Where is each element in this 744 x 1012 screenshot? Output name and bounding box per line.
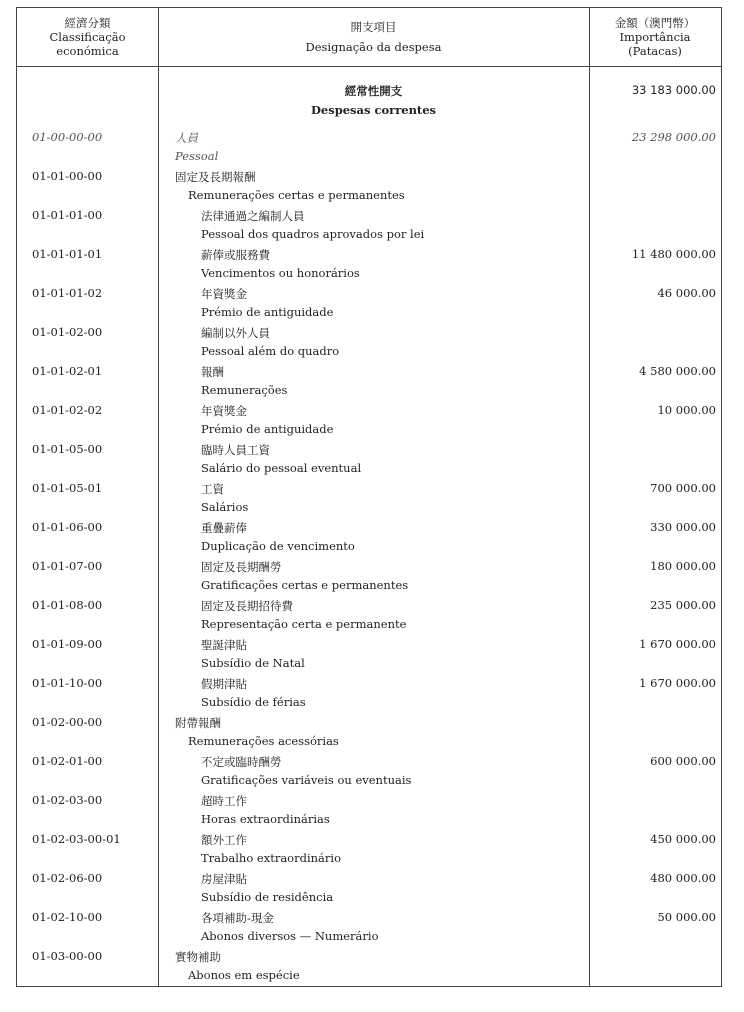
row-designation-zh: 超時工作 (201, 793, 247, 808)
row-designation-pt: Salário do pessoal eventual (201, 461, 362, 475)
row-amount: 450 000.00 (650, 831, 716, 846)
row-code: 01-01-02-01 (32, 363, 103, 378)
table-row (17, 323, 721, 343)
row-designation-zh: 聖誕津貼 (201, 637, 247, 652)
row-designation-pt: Remunerações acessórias (188, 734, 339, 748)
table-row-pt (17, 615, 721, 635)
row-amount: 50 000.00 (657, 909, 716, 924)
row-designation-pt: Subsídio de residência (201, 890, 334, 904)
row-code: 01-02-00-00 (32, 714, 103, 729)
row-code: 01-00-00-00 (32, 129, 103, 144)
table-row-pt (17, 303, 721, 323)
row-designation-zh: 工資 (201, 481, 224, 496)
row-code: 01-01-05-01 (32, 480, 103, 495)
row-designation-zh: 法律通過之編制人員 (201, 208, 305, 223)
row-amount: 1 670 000.00 (639, 675, 716, 690)
row-designation-zh: 實物補助 (175, 949, 221, 964)
row-designation-zh: 臨時人員工資 (201, 442, 270, 457)
table-row (17, 830, 721, 850)
row-designation-zh: 重疊薪俸 (201, 520, 247, 535)
table-row (17, 713, 721, 733)
header-amount-zh: 金額（澳門幣） (614, 16, 696, 30)
table-row-pt (17, 810, 721, 830)
row-code: 01-01-09-00 (32, 636, 103, 651)
row-amount: 600 000.00 (650, 753, 716, 768)
row-designation-zh: 房屋津貼 (201, 871, 247, 886)
row-designation-pt: Pessoal (175, 149, 219, 163)
row-amount: 235 000.00 (650, 597, 716, 612)
row-designation-zh: 假期津貼 (201, 676, 247, 691)
header-classification-zh: 經濟分類 (64, 16, 111, 30)
row-code: 01-01-02-02 (32, 402, 103, 417)
row-designation-pt: Abonos diversos — Numerário (201, 929, 379, 943)
table-row (17, 401, 721, 421)
table-row-pt (17, 732, 721, 752)
row-designation-pt: Remunerações (201, 383, 288, 397)
row-designation-zh: 固定及長期報酬 (175, 169, 256, 184)
table-row-pt (17, 537, 721, 557)
row-designation-zh: 固定及長期酬勞 (201, 559, 282, 574)
row-code: 01-03-00-00 (32, 948, 103, 963)
table-row-pt (17, 576, 721, 596)
row-designation-pt: Salários (201, 500, 249, 514)
table-row (17, 596, 721, 616)
header-classification-pt1: Classificação (49, 30, 126, 44)
table-row-pt (17, 771, 721, 791)
row-designation-pt: Prémio de antiguidade (201, 422, 334, 436)
row-designation-zh: 年資獎金 (201, 286, 247, 301)
row-code: 01-01-05-00 (32, 441, 103, 456)
row-designation-pt: Pessoal dos quadros aprovados por lei (201, 227, 425, 241)
header-divider (17, 66, 721, 67)
row-designation-zh: 薪俸或服務費 (201, 247, 270, 262)
row-designation-pt: Abonos em espécie (188, 968, 300, 982)
table-row (17, 791, 721, 811)
row-code: 01-01-06-00 (32, 519, 103, 534)
row-code: 01-01-00-00 (32, 168, 103, 183)
total-row (17, 81, 721, 101)
row-amount: 4 580 000.00 (639, 363, 716, 378)
table-row-pt (17, 654, 721, 674)
row-code: 01-01-01-00 (32, 207, 103, 222)
header-designation (158, 8, 589, 66)
budget-table (16, 7, 722, 987)
table-row (17, 557, 721, 577)
total-label-zh: 經常性開支 (344, 84, 403, 98)
table-row (17, 518, 721, 538)
row-designation-pt: Gratificações variáveis ou eventuais (201, 773, 412, 787)
row-designation-pt: Pessoal além do quadro (201, 344, 340, 358)
header-classification (17, 8, 158, 66)
table-row (17, 752, 721, 772)
row-code: 01-02-03-00-01 (32, 831, 121, 846)
row-amount: 700 000.00 (650, 480, 716, 495)
row-amount: 10 000.00 (657, 402, 716, 417)
row-amount: 46 000.00 (657, 285, 716, 300)
row-amount: 23 298 000.00 (631, 129, 716, 144)
table-row-pt (17, 927, 721, 947)
row-designation-pt: Vencimentos ou honorários (201, 266, 360, 280)
table-row (17, 167, 721, 187)
row-code: 01-01-07-00 (32, 558, 103, 573)
row-designation-pt: Remunerações certas e permanentes (188, 188, 405, 202)
table-row-pt (17, 225, 721, 245)
row-code: 01-02-03-00 (32, 792, 103, 807)
row-designation-zh: 人員 (175, 130, 198, 145)
total-amount: 33 183 000.00 (631, 83, 716, 97)
row-designation-zh: 年資獎金 (201, 403, 247, 418)
row-designation-pt: Prémio de antiguidade (201, 305, 334, 319)
row-designation-zh: 編制以外人員 (201, 325, 270, 340)
table-row (17, 206, 721, 226)
table-row (17, 440, 721, 460)
row-code: 01-01-10-00 (32, 675, 103, 690)
table-row (17, 635, 721, 655)
row-designation-zh: 附帶報酬 (175, 715, 221, 730)
row-designation-zh: 額外工作 (201, 832, 247, 847)
row-code: 01-01-01-01 (32, 246, 103, 261)
row-designation-pt: Subsídio de férias (201, 695, 306, 709)
table-row-pt (17, 264, 721, 284)
row-amount: 11 480 000.00 (631, 246, 716, 261)
table-row-pt (17, 381, 721, 401)
row-amount: 330 000.00 (650, 519, 716, 534)
table-row (17, 947, 721, 967)
table-row (17, 869, 721, 889)
table-row-pt (17, 420, 721, 440)
table-row (17, 908, 721, 928)
table-row-pt (17, 186, 721, 206)
row-code: 01-02-10-00 (32, 909, 103, 924)
table-row-pt (17, 459, 721, 479)
row-designation-zh: 報酬 (201, 364, 224, 379)
header-amount (589, 8, 721, 66)
table-row-pt (17, 966, 721, 986)
table-row (17, 284, 721, 304)
table-row-pt (17, 693, 721, 713)
row-designation-zh: 不定或臨時酬勞 (201, 754, 282, 769)
row-amount: 180 000.00 (650, 558, 716, 573)
table-row (17, 479, 721, 499)
row-code: 01-02-06-00 (32, 870, 103, 885)
row-designation-pt: Trabalho extraordinário (201, 851, 341, 865)
header-amount-pt2: (Patacas) (628, 44, 682, 58)
header-designation-zh: 開支項目 (350, 20, 397, 34)
header-amount-pt1: Importância (619, 30, 691, 44)
row-code: 01-01-02-00 (32, 324, 103, 339)
row-amount: 480 000.00 (650, 870, 716, 885)
row-designation-pt: Horas extraordinárias (201, 812, 330, 826)
row-code: 01-01-01-02 (32, 285, 103, 300)
row-designation-pt: Subsídio de Natal (201, 656, 305, 670)
header-designation-pt: Designação da despesa (305, 40, 442, 54)
table-row-pt (17, 888, 721, 908)
header-classification-pt2: económica (56, 44, 119, 58)
table-row-pt (17, 147, 721, 167)
row-designation-pt: Representação certa e permanente (201, 617, 407, 631)
row-amount: 1 670 000.00 (639, 636, 716, 651)
table-row-pt (17, 849, 721, 869)
row-code: 01-02-01-00 (32, 753, 103, 768)
row-designation-zh: 各項補助-現金 (201, 910, 274, 925)
row-designation-zh: 固定及長期招待費 (201, 598, 293, 613)
row-designation-pt: Duplicação de vencimento (201, 539, 355, 553)
row-code: 01-01-08-00 (32, 597, 103, 612)
total-label-pt: Despesas correntes (310, 102, 437, 117)
table-row (17, 362, 721, 382)
table-row (17, 245, 721, 265)
row-designation-pt: Gratificações certas e permanentes (201, 578, 409, 592)
table-row-pt (17, 342, 721, 362)
table-row (17, 674, 721, 694)
table-row (17, 128, 721, 148)
total-row-pt (17, 101, 721, 121)
table-row-pt (17, 498, 721, 518)
